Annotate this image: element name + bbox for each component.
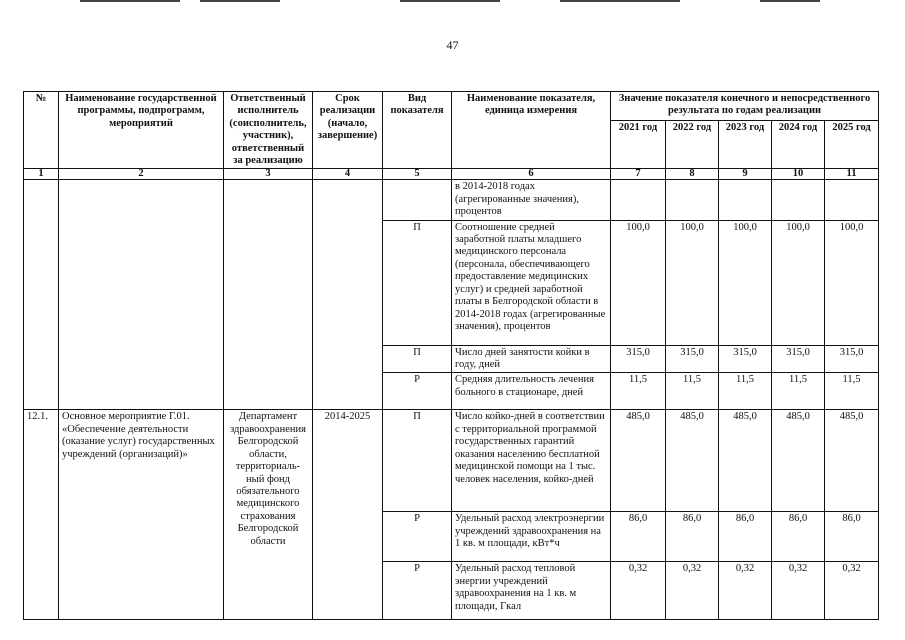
cell-value: 11,5	[719, 373, 772, 410]
column-number-row	[24, 169, 879, 180]
indicator-table	[23, 91, 879, 620]
cell-value: 100,0	[666, 220, 719, 345]
cell-kind: П	[383, 410, 452, 512]
cell-value: 11,5	[611, 373, 666, 410]
cell-value: 315,0	[666, 345, 719, 373]
top-edge-mark	[200, 0, 280, 2]
cell-value: 0,32	[611, 562, 666, 620]
cell-value: 100,0	[772, 220, 825, 345]
activity-term: 2014-2025	[313, 410, 383, 620]
cell-value: 485,0	[825, 410, 879, 512]
header-year: 2023 год	[719, 120, 772, 169]
cell-indicator: в 2014-2018 годах (агрегированные значения), процентов	[452, 180, 611, 220]
cell-value: 0,32	[666, 562, 719, 620]
header-year: 2025 год	[825, 120, 879, 169]
activity-executor: Департамент здравоохранения Белгородской области, территориаль-ный фонд обязательного медицинского страхования Белгородской области	[224, 410, 313, 620]
cell-value: 11,5	[825, 373, 879, 410]
header-year: 2024 год	[772, 120, 825, 169]
cell-value: 315,0	[772, 345, 825, 373]
column-number: 9	[719, 169, 772, 180]
cell-value: 86,0	[611, 512, 666, 562]
cell-value: 100,0	[719, 220, 772, 345]
cell-value: 100,0	[611, 220, 666, 345]
header-year: 2021 год	[611, 120, 666, 169]
table-row	[24, 180, 879, 220]
cell-kind: Р	[383, 512, 452, 562]
top-edge-mark	[80, 0, 180, 2]
activity-name: Основное мероприятие Г.01. «Обеспечение деятельности (оказание услуг) государственных учреждений (организаций)»	[59, 410, 224, 620]
cell-indicator: Число койко-дней в соответствии с территориальной программой государственных гарантий оказания населению бесплатной медицинской помощи на 1 тыс. человек населения, койко-дней	[452, 410, 611, 512]
cell-value: 86,0	[825, 512, 879, 562]
cell-indicator: Соотношение средней заработной платы младшего медицинского персонала (персонала, обеспечивающего предоставление медицинских услуг) и средней заработной платы в Белгородской области в 2014-2018 годах (агрегированные значения), процентов	[452, 220, 611, 345]
cell-value: 100,0	[825, 220, 879, 345]
header-kind: Вид показателя	[383, 92, 452, 169]
cell-value: 0,32	[719, 562, 772, 620]
column-number: 2	[59, 169, 224, 180]
cell-value: 315,0	[719, 345, 772, 373]
cell-value: 0,32	[772, 562, 825, 620]
table-row	[24, 410, 879, 512]
cell-indicator: Удельный расход тепловой энергии учреждений здравоохранения на 1 кв. м площади, Гкал	[452, 562, 611, 620]
cell-term-empty	[313, 180, 383, 410]
top-edge-mark	[560, 0, 680, 2]
cell-executor-empty	[224, 180, 313, 410]
cell-kind: П	[383, 220, 452, 345]
column-number: 5	[383, 169, 452, 180]
cell-no-empty	[24, 180, 59, 410]
cell-value: 485,0	[772, 410, 825, 512]
header-no: №	[24, 92, 59, 169]
cell-value: 485,0	[611, 410, 666, 512]
cell-value	[666, 180, 719, 220]
cell-value: 485,0	[666, 410, 719, 512]
cell-kind: Р	[383, 562, 452, 620]
header-year: 2022 год	[666, 120, 719, 169]
cell-value: 485,0	[719, 410, 772, 512]
cell-value	[772, 180, 825, 220]
top-edge-mark	[760, 0, 820, 2]
cell-value: 315,0	[611, 345, 666, 373]
top-edge-mark	[400, 0, 500, 2]
column-number: 10	[772, 169, 825, 180]
cell-program-empty	[59, 180, 224, 410]
cell-value: 86,0	[719, 512, 772, 562]
column-number: 6	[452, 169, 611, 180]
column-number: 11	[825, 169, 879, 180]
cell-indicator: Средняя длительность лечения больного в стационаре, дней	[452, 373, 611, 410]
cell-value: 11,5	[772, 373, 825, 410]
cell-value: 86,0	[772, 512, 825, 562]
cell-indicator: Удельный расход электроэнергии учреждений здравоохранения на 1 кв. м площади, кВт*ч	[452, 512, 611, 562]
cell-value	[825, 180, 879, 220]
header-executor: Ответственный исполнитель (соисполнитель, участник), ответственный за реализацию	[224, 92, 313, 169]
cell-value: 11,5	[666, 373, 719, 410]
column-number: 8	[666, 169, 719, 180]
cell-kind: Р	[383, 373, 452, 410]
column-number: 4	[313, 169, 383, 180]
cell-value	[611, 180, 666, 220]
header-values-group: Значение показателя конечного и непосредственного результата по годам реализации	[611, 92, 879, 121]
cell-indicator: Число дней занятости койки в году, дней	[452, 345, 611, 373]
cell-value: 86,0	[666, 512, 719, 562]
header-term: Срок реализации (начало, завершение)	[313, 92, 383, 169]
header-program: Наименование государственной программы, подпрограмм, мероприятий	[59, 92, 224, 169]
cell-kind: П	[383, 345, 452, 373]
header-indicator: Наименование показателя, единица измерения	[452, 92, 611, 169]
cell-kind	[383, 180, 452, 220]
activity-no: 12.1.	[24, 410, 59, 620]
cell-value	[719, 180, 772, 220]
cell-value: 0,32	[825, 562, 879, 620]
cell-value: 315,0	[825, 345, 879, 373]
column-number: 1	[24, 169, 59, 180]
page-number: 47	[446, 38, 459, 52]
column-number: 3	[224, 169, 313, 180]
column-number: 7	[611, 169, 666, 180]
